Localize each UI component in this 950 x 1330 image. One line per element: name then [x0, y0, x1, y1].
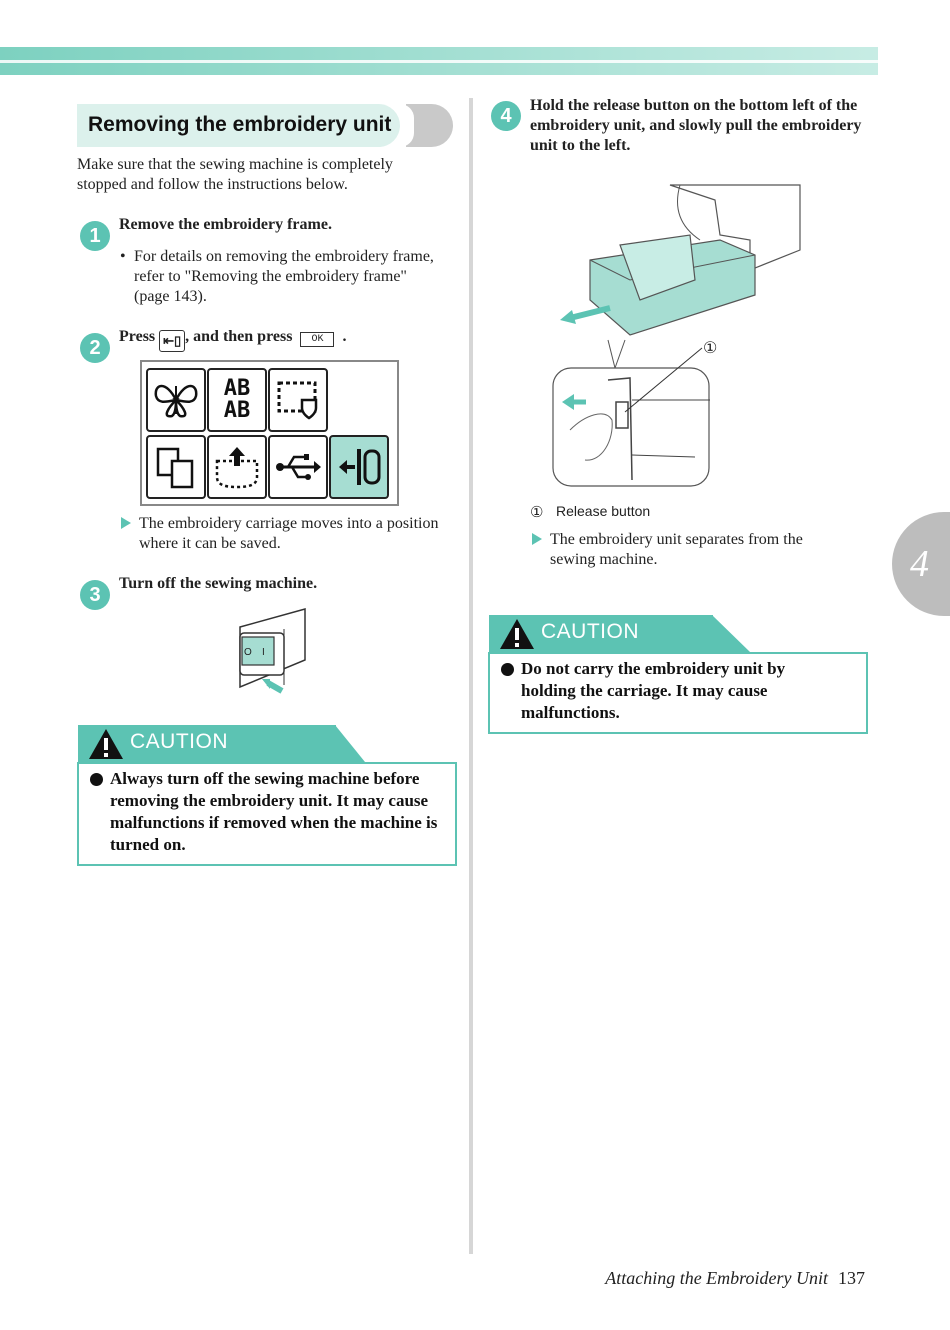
carriage-return-icon[interactable]	[329, 435, 389, 499]
power-switch-illustration	[230, 605, 315, 695]
frame-pattern-icon[interactable]	[268, 368, 328, 432]
result-arrow-icon	[121, 517, 131, 529]
usb-icon[interactable]	[268, 435, 328, 499]
chapter-tab[interactable]	[892, 512, 950, 616]
warning-icon	[88, 728, 124, 760]
font-icon[interactable]: AB AB	[207, 368, 267, 432]
step-2-result: The embroidery carriage moves into a position where it can be saved.	[139, 515, 439, 552]
footer-title: Attaching the Embroidery Unit	[605, 1268, 828, 1288]
caution-label: CAUTION	[541, 620, 639, 643]
step-1-title: Remove the embroidery frame.	[119, 216, 332, 233]
switch-on-label: I	[262, 647, 265, 658]
embroidery-unit-illustration	[550, 180, 810, 490]
lcd-screen	[140, 360, 399, 506]
caution-header	[78, 725, 336, 762]
chapter-number: 4	[910, 543, 929, 585]
memory-icon[interactable]	[146, 435, 206, 499]
step-4-title: Hold the release button on the bottom left of the embroidery unit, and slowly pull the embroidery unit to the left.	[530, 97, 862, 154]
step-1-bullet-dot: •	[120, 248, 126, 265]
section-title-box	[77, 104, 400, 147]
step-1-number: 1	[80, 221, 110, 251]
release-button-label: Release button	[556, 503, 651, 519]
header-band	[0, 47, 878, 75]
step-4-number: 4	[491, 101, 521, 131]
caution-bullet-icon	[501, 663, 514, 676]
ok-key[interactable]: OK	[300, 332, 334, 347]
column-divider	[469, 98, 473, 1254]
caution-text: Always turn off the sewing machine before removing the embroidery unit. It may cause malfunctions if removed when the machine is turned on.	[110, 769, 438, 854]
warning-icon	[499, 618, 535, 650]
step-2-press-text: Press	[119, 328, 156, 345]
page-number: 137	[838, 1268, 865, 1288]
caution-label: CAUTION	[130, 730, 228, 753]
step-2-number: 2	[80, 333, 110, 363]
page-footer	[605, 1268, 865, 1289]
callout-number: ①	[703, 340, 718, 357]
pocket-upload-icon[interactable]	[207, 435, 267, 499]
caution-bullet-icon	[90, 773, 103, 786]
switch-off-label: O	[244, 647, 252, 658]
intro-text: Make sure that the sewing machine is completely stopped and follow the instructions below.	[77, 156, 393, 193]
carriage-return-key-icon[interactable]: ⇤▯	[159, 330, 185, 352]
section-title-tab	[406, 104, 453, 147]
caution-header-slant	[712, 615, 750, 652]
step-2-title	[119, 327, 449, 352]
step-1-bullet: For details on removing the embroidery frame, refer to "Removing the embroidery frame" (page 143).	[134, 248, 434, 305]
step-2-period: .	[342, 328, 347, 345]
step-3-title: Turn off the sewing machine.	[119, 575, 318, 592]
caution-header	[489, 615, 713, 652]
result-arrow-icon	[532, 533, 542, 545]
step-2-then-text: , and then press	[185, 328, 293, 345]
butterfly-icon[interactable]	[146, 368, 206, 432]
step-3-number: 3	[80, 580, 110, 610]
release-button-callout-number: ①	[530, 505, 544, 521]
caution-text: Do not carry the embroidery unit by holding the carriage. It may cause malfunctions.	[521, 659, 786, 722]
section-title: Removing the embroidery unit	[88, 113, 392, 136]
caution-header-slant	[335, 725, 365, 762]
step-4-result: The embroidery unit separates from the sewing machine.	[550, 531, 803, 568]
